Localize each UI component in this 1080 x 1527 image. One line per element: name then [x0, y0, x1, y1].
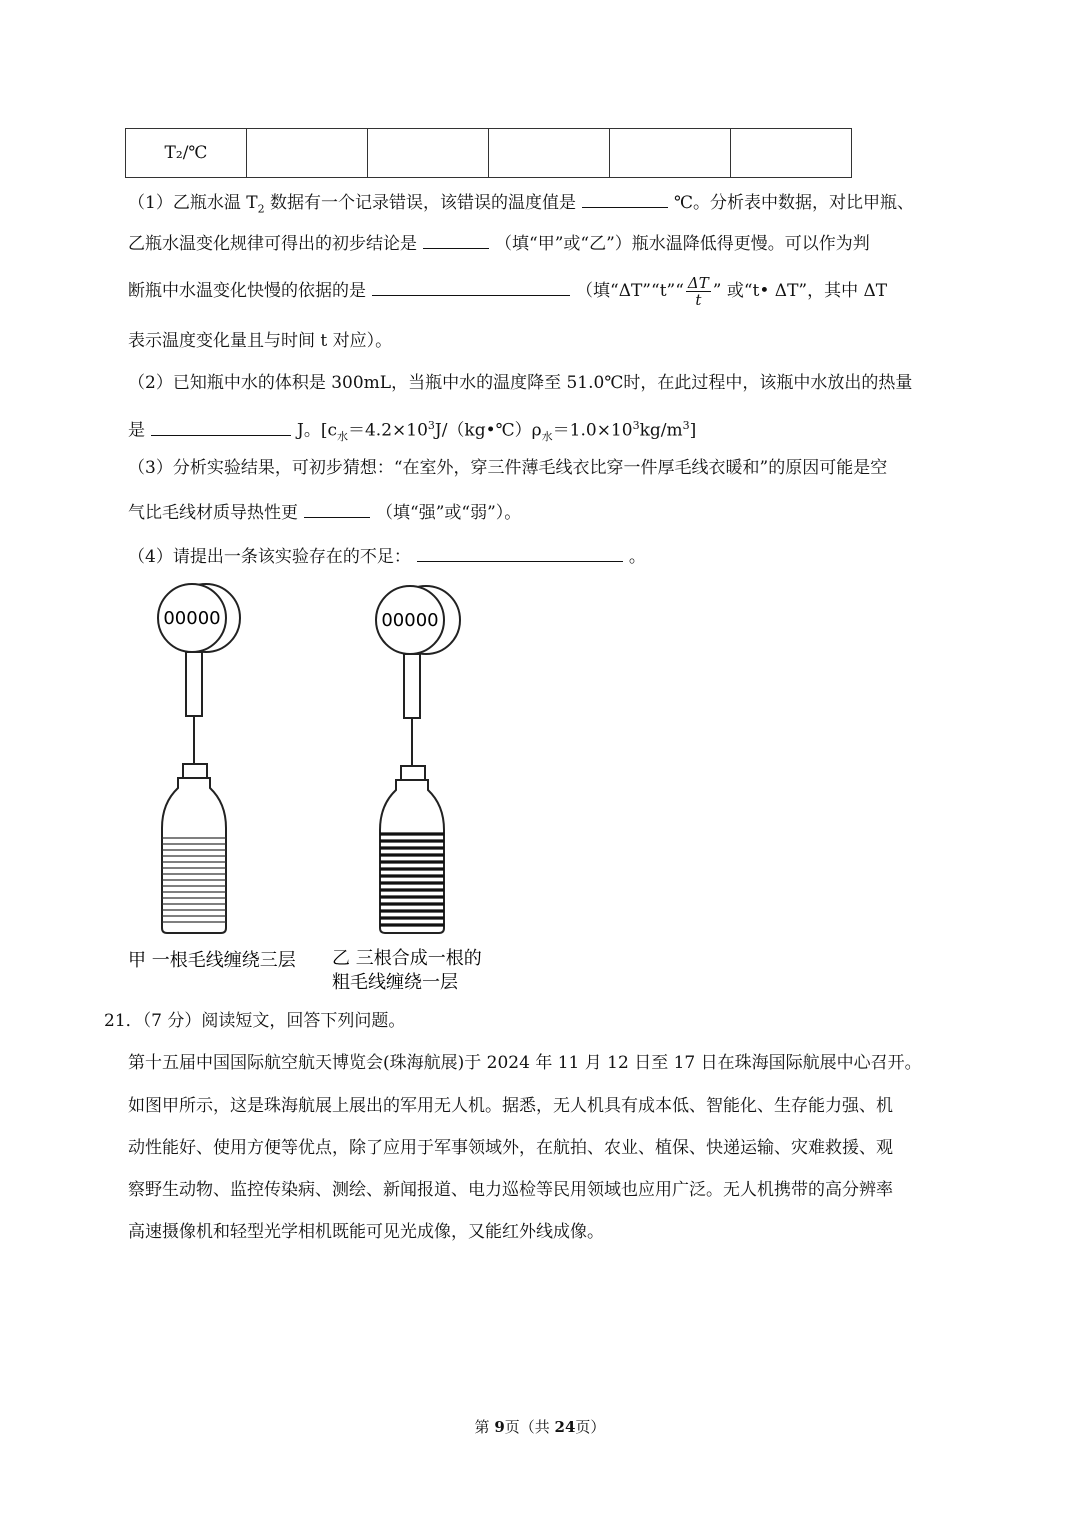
table-cell [489, 129, 610, 178]
q21-paragraph-line: 第十五届中国国际航空航天博览会(珠海航展)于 2024 年 11 月 12 日至 17 日在珠海国际航展中心召开。 [128, 1053, 922, 1073]
table-cell [247, 129, 368, 178]
q1-line-4: 表示温度变化量且与时间 t 对应）。 [128, 331, 393, 351]
q21-paragraph-line: 动性能好、使用方便等优点，除了应用于军事领域外，在航拍、农业、植保、快递运输、灾难救援、观 [128, 1138, 893, 1158]
q4-line-1: （4）请提出一条该实验存在的不足： 。 [128, 543, 646, 568]
data-table [125, 128, 852, 178]
answer-blank[interactable] [151, 417, 291, 436]
q3-line-2: 气比毛线材质导热性更 （填“强”或“弱”）。 [128, 499, 521, 524]
table-cell [610, 129, 731, 178]
q3-line-1: （3）分析实验结果，可初步猜想：“在室外，穿三件薄毛线衣比穿一件厚毛线衣暖和”的原因可能是空 [128, 458, 888, 478]
answer-blank[interactable] [372, 277, 570, 296]
q1-line-1: （1）乙瓶水温 $T_2$ 数据有一个记录错误，该错误的温度值是 ℃。分析表中数据，对比甲瓶、 [128, 189, 914, 220]
answer-blank[interactable] [423, 230, 489, 249]
meter-reading-left: 00000 [163, 608, 221, 629]
caption-right-1: 乙 三根合成一根的 [332, 948, 482, 969]
caption-left: 甲 一根毛线缠绕三层 [128, 950, 296, 971]
q1-line-2: 乙瓶水温变化规律可得出的初步结论是 （填“甲”或“乙”）瓶水温降低得更慢。可以作为判 [128, 230, 870, 255]
meter-reading-right: 00000 [381, 610, 439, 631]
answer-blank[interactable] [582, 189, 668, 208]
answer-blank[interactable] [304, 499, 370, 518]
q2-line-2: 是 J。$[c_水=4.2\times 10^3J/(kg•℃)\rho_水=1.0\times 10^3kg/m^3]$ [128, 415, 696, 448]
table-cell [731, 129, 852, 178]
table-row [126, 129, 852, 178]
q21-paragraph-line: 高速摄像机和轻型光学相机既能可见光成像，又能红外线成像。 [128, 1222, 604, 1242]
q21-paragraph-line: 如图甲所示，这是珠海航展上展出的军用无人机。据悉，无人机具有成本低、智能化、生存能力强、机 [128, 1096, 893, 1116]
table-row-label: T₂/℃ [126, 129, 247, 178]
thermometer-bottles-illustration [120, 578, 520, 998]
table-cell [368, 129, 489, 178]
page-footer: 第 9页（共 24页） [474, 1418, 606, 1436]
page-number: 9 [494, 1418, 505, 1436]
q21-heading: 21．（7 分）阅读短文，回答下列问题。 [104, 1011, 406, 1031]
answer-blank[interactable] [417, 543, 623, 562]
q2-line-1: （2）已知瓶中水的体积是 300mL，当瓶中水的温度降至 51.0℃时，在此过程中，该瓶中水放出的热量 [128, 373, 913, 393]
fraction: $\frac{\Delta T}{t}$ [687, 274, 709, 309]
q1-line-3: 断瓶中水温变化快慢的依据的是 （填“ΔT”“t”“ $\frac{\Delta T}{t}$ ” 或“t• ΔT”，其中 ΔT [128, 274, 888, 309]
total-pages: 24 [554, 1418, 576, 1436]
experiment-figure [120, 578, 520, 998]
caption-right-2: 粗毛线缠绕一层 [332, 972, 458, 993]
q21-paragraph-line: 察野生动物、监控传染病、测绘、新闻报道、电力巡检等民用领域也应用广泛。无人机携带的高分辨率 [128, 1180, 893, 1200]
left-apparatus [158, 584, 240, 933]
right-apparatus [376, 586, 460, 933]
